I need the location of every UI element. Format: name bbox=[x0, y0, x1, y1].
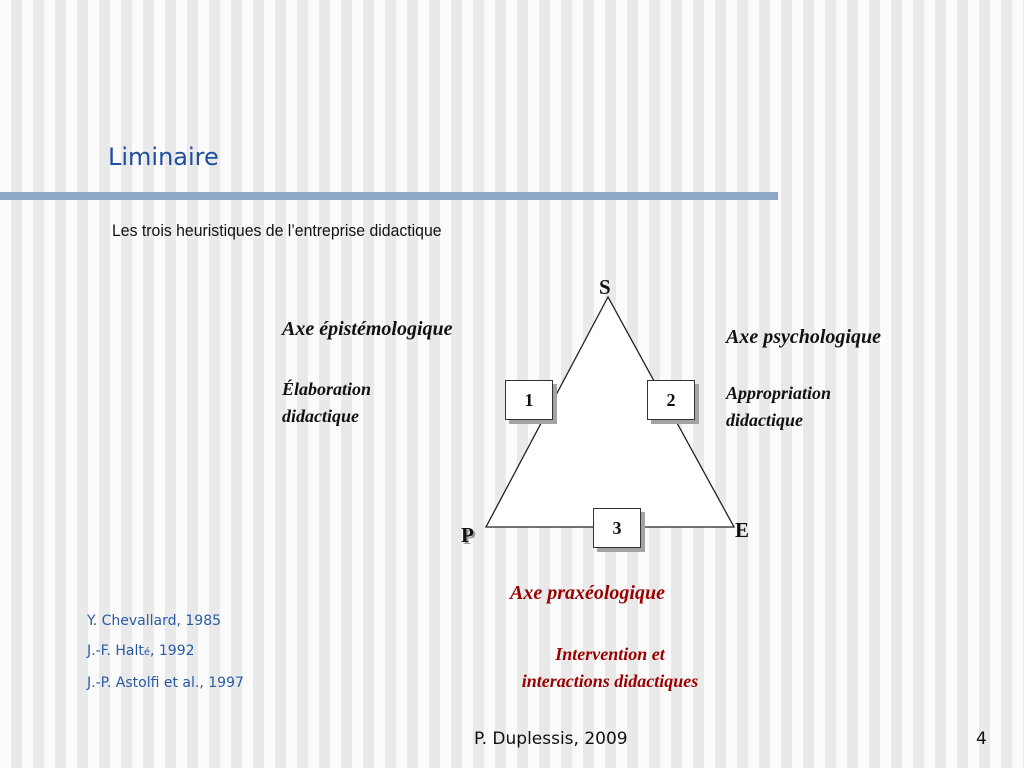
box-3: 3 bbox=[593, 508, 641, 548]
axis-psycho-label: Axe psychologique bbox=[726, 326, 881, 348]
axis-epistemo-label: Axe épistémologique bbox=[282, 318, 453, 340]
axis-epistemo-desc-line: didactique bbox=[282, 406, 359, 426]
slide-subtitle: Les trois heuristiques de l’entreprise didactique bbox=[112, 221, 442, 240]
vertex-p: P bbox=[461, 523, 474, 547]
reference-item: Y. Chevallard, 1985 bbox=[87, 613, 222, 629]
footer-author: P. Duplessis, 2009 bbox=[474, 729, 628, 749]
slide-title: Liminaire bbox=[108, 143, 219, 171]
axis-epistemo-desc-line: Élaboration bbox=[282, 379, 372, 399]
reference-item: J.-F. Halté, 1992 bbox=[87, 643, 195, 659]
box-2: 2 bbox=[647, 380, 695, 420]
reference-item: J.-P. Astolfi et al., 1997 bbox=[87, 675, 244, 691]
vertex-e: E bbox=[735, 518, 750, 542]
axis-praxeo-desc bbox=[490, 641, 730, 695]
vertex-s: S bbox=[599, 275, 611, 299]
axis-praxeo-label: Axe praxéologique bbox=[510, 582, 665, 604]
axis-praxeo-desc-line: interactions didactiques bbox=[521, 671, 699, 691]
page-number: 4 bbox=[976, 729, 987, 749]
axis-epistemo-desc bbox=[282, 376, 371, 430]
axis-praxeo-desc-line: Intervention et bbox=[555, 644, 665, 664]
box-1: 1 bbox=[505, 380, 553, 420]
axis-psycho-desc-line: didactique bbox=[726, 410, 803, 430]
axis-psycho-desc-line: Appropriation bbox=[726, 383, 832, 403]
axis-psycho-desc bbox=[726, 380, 831, 434]
